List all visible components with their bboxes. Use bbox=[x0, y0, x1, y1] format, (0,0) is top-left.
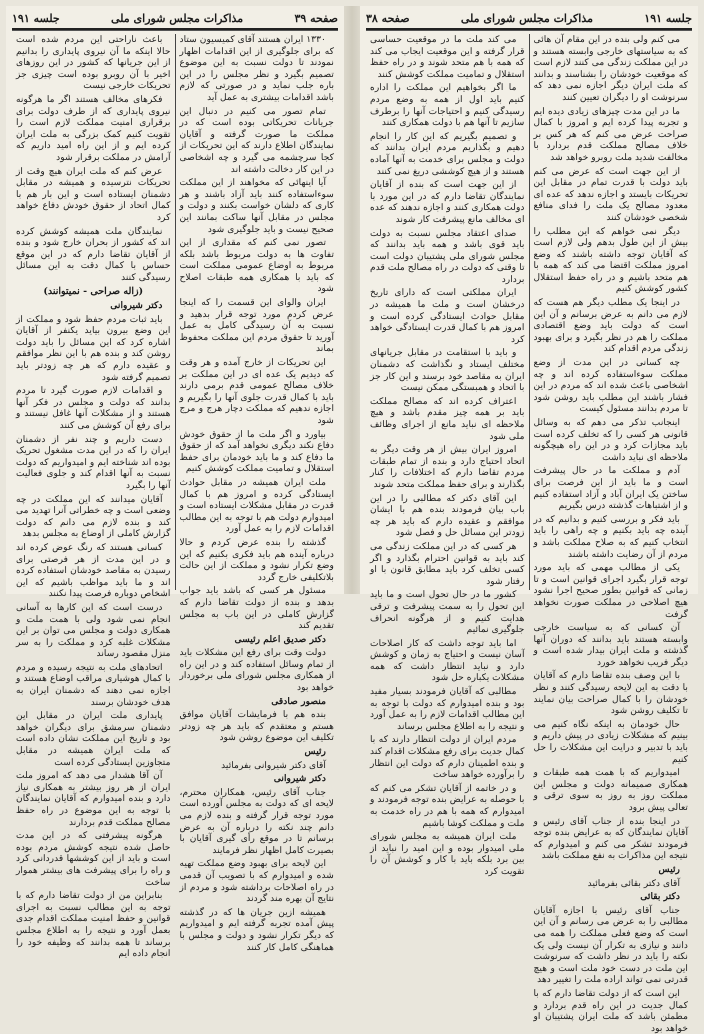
paragraph: آن کسانی که به سیاست خارجی وابسته هستند باید بدانند که دوران آنها گذشته و ملت ایران بیدار شده است و دیگر فریب نخواهد خورد bbox=[533, 622, 688, 668]
right-page-title: مذاکرات مجلس شورای ملی bbox=[460, 11, 594, 25]
paragraph: از این جهت است که بنده از آقایان نمایندگان تقاضا دارم که در این مورد با دولت همکاری کنند و اجازه ندهند که عده ای مخالف مانع پیشرفت کار شوند bbox=[370, 179, 525, 225]
paragraph: صدای اعتقاد مجلس نسبت به دولت باید قوی باشد و همه باید بدانند که مجلس شورای ملی پشتیبان دولت است تا وقتی که دولت در راه مصالح ملت قدم بردارد bbox=[370, 227, 525, 285]
paragraph: ایران والوای این قسمت را که اینجا عرض کردم مورد توجه قرار بدهید و نسبت به آن رسیدگی کامل به عمل آورید تا حقوق مردم این مملکت محفوظ بماند bbox=[179, 297, 334, 355]
paragraph: باعث ناراحتی این مردم شده است حالا اینکه ما آن نیروی پایداری را بدانیم از این جریانها که کشور در این روزهای اخیر با آن روبرو بوده است چیزی جز تحریکات خارجی نیست bbox=[16, 34, 171, 92]
paragraph: این آقای دکتر که مطالبی را در این باب بیان فرمودند بنده هم با ایشان موافقم و عقیده دارم که باید هر چه زودتر این مسائل حل و فصل شود bbox=[370, 492, 525, 539]
paragraph: پایداری ملت ایران در مقابل این دشمنان سرمشق برای دیگران خواهد بود و تاریخ این مملکت نشان داده است که ملت ایران همیشه در مقابل متجاوزین ایستادگی کرده است bbox=[16, 710, 171, 768]
column-divider bbox=[175, 34, 176, 590]
paragraph: ملت ایران همیشه در مقابل حوادث ایستادگی کرده و امروز هم با کمال قدرت در مقابل مشکلات ایستاده است و امیدوارم دولت هم با توجه به این مطالب اقدامات لازم را به عمل آورد bbox=[179, 476, 334, 535]
paragraph: عرض کنم که ملت ایران هیچ وقت از تحریکات نترسیده و همیشه در مقابل دشمنان ایستاده است و این بار هم با کمال اتحاد از حقوق خودش دفاع خواهد کرد bbox=[16, 165, 171, 223]
left-page bbox=[6, 6, 344, 960]
paragraph: بنابراین من از دولت تقاضا دارم که با توجه به این مطالب نسبت به اجرای قوانین و حفظ امنیت مملکت اقدام جدی بعمل آورد و نتیجه را به اطلاع مجلس برساند تا همه بدانند که وظیفه خود را انجام داده ایم bbox=[16, 890, 171, 960]
paragraph: دولت وقت برای رفع این مشکلات باید از تمام وسائل استفاده کند و در این راه از همکاری مجلس شورای ملی برخوردار خواهد بود bbox=[179, 647, 334, 694]
column-divider bbox=[529, 34, 530, 590]
paragraph: با این وصف بنده تقاضا دارم که آقایان با دقت به این لایحه رسیدگی کنند و نظر خودشان را با کمال صراحت بیان نمایند تا تکلیف روشن شود bbox=[533, 670, 688, 717]
header-rule bbox=[12, 30, 338, 31]
paragraph: و باید با استقامت در مقابل جریانهای مختلف ایستاد و نگذاشت که دشمنان ایران به مقاصد خود برسند و این کار جز با اتحاد و همبستگی ممکن نیست bbox=[370, 347, 525, 394]
speaker-name: دکتر شیروانی bbox=[110, 300, 163, 312]
right-page bbox=[360, 6, 698, 1034]
paragraph: جناب آقای رئیس با اجازه آقایان مطالبی را به عرض می رسانم و آن این است که وضع فعلی مملکت را همه می دانند و نیازی به تکرار آن نیست ولی یک نکته را باید در نظر داشت که سرنوشت این ملت در دست خود ملت است و هیچ قدرتی نمی تواند اراده ملت را تغییر دهد bbox=[533, 904, 688, 986]
speaker-name: دکتر صدیق اعلم رئیسی bbox=[234, 633, 326, 645]
paragraph: مردم ایران از دولت انتظار دارند که با کمال جدیت برای رفع مشکلات اقدام کند و بنده اطمینان دارم که دولت این انتظار را برآورده خواهد ساخت bbox=[370, 734, 525, 781]
paragraph: این لایحه برای بهبود وضع مملکت تهیه شده و امیدوارم که با تصویب آن قدمی در راه اصلاحات برداشته شود و مردم از نتایج آن بهره مند گردند bbox=[179, 858, 334, 905]
paragraph: در اینجا بنده از جناب آقای رئیس و آقایان نمایندگان که به عرایض بنده توجه فرمودند تشکر می کنم و امیدوارم که نتیجه این مذاکرات به نفع مملکت باشد bbox=[533, 815, 688, 862]
newspaper-spread bbox=[6, 6, 698, 1034]
paragraph: چه کسانی در این مدت از وضع مملکت سوءاستفاده کرده اند و چه اشخاصی باعث شده اند که مردم در این فشار باشند این مطلب باید روشن شود تا مردم بدانند مسئول کیست bbox=[533, 357, 688, 415]
paragraph: باید ثبات مردم حفظ شود و مملکت از این وضع بیرون بیاید یکنفر از آقایان اشاره کرد که این مسائل را باید دولت روشن کند و بنده هم با این نظر موافقم و عقیده دارم که هر چه زودتر باید تصمیم گرفته شود bbox=[16, 313, 171, 383]
right-page-session: جلسه ۱۹۱ bbox=[644, 11, 692, 25]
paragraph: این تحریکات از خارج آمده و هر وقت که دیدیم یک عده ای در این مملکت بر خلاف مصالح عمومی قدم برمی دارند باید با کمال قدرت جلوی آنها را بگیریم و اجازه ندهیم که مملکت دچار هرج و مرج شود bbox=[179, 357, 334, 426]
paragraph: فکرهای مخالف هستند اگر ما هرگونه نیروی پایداری که از طرف دولت برای برقراری امنیت مملکت لازم است را تقویت کنیم کمک بزرگی به ملت ایران کرده ایم و از این راه امید داریم که آرامش در مملکت برقرار شود bbox=[16, 93, 171, 163]
left-page-header bbox=[12, 8, 338, 30]
paragraph: بنده هم با فرمایشات آقایان موافق هستم و معتقدم که باید هر چه زودتر تکلیف این موضوع روشن شود bbox=[179, 709, 334, 744]
paragraph: مطالبی که آقایان فرمودند بسیار مفید بود و بنده امیدوارم که دولت با توجه به این مطالب اقدامات لازم را به عمل آورد و نتیجه را به اطلاع مجلس برساند bbox=[370, 686, 525, 732]
left-page-columns bbox=[12, 34, 338, 960]
paragraph: مسئول هر کسی که باشد باید جواب بدهد و بنده از دولت تقاضا دارم که گزارش کاملی در این باب به مجلس تقدیم کند bbox=[179, 585, 334, 632]
paragraph: اما باید توجه داشت که کار اصلاحات آسان نیست و احتیاج به زمان و کوشش دارد و نباید انتظار داشت که همه مشکلات یکباره حل شود bbox=[370, 637, 525, 684]
right-page-column-right bbox=[530, 34, 693, 1034]
speaker-name: رئیس bbox=[304, 746, 326, 758]
paragraph: و تصمیم بگیریم که این کار را انجام دهیم و بگذاریم مردم ایران بدانند که دولت و مجلس برای خدمت به آنها آماده هستند و از هیچ کوششی دریغ نمی کنند bbox=[370, 130, 525, 177]
paragraph: آقای دکتر شیروانی بفرمائید bbox=[221, 759, 326, 771]
paragraph: می کند ملت ما در موقعیت حساسی قرار گرفته و این موقعیت ایجاب می کند که همه با هم متحد شوند و در راه حفظ استقلال و تمامیت مملکت کوشش کنند bbox=[370, 34, 525, 80]
paragraph: هر کسی که در این مملکت زندگی می کند باید به قوانین احترام بگذارد و اگر کسی تخلف کرد باید مطابق قانون با او رفتار شود bbox=[370, 540, 525, 587]
paragraph: می کنم ولی بنده در این مقام آن هائی که به سیاستهای خارجی وابسته هستند و در این مملکت زندگی می کنند لازم است که موقعیت خودشان را بشناسند و بدانند که ملت ایران دیگر اجازه نمی دهد که سرنوشت او را دیگران تعیین کنند bbox=[533, 34, 688, 103]
right-page-header bbox=[366, 8, 692, 30]
left-page-session: جلسه ۱۹۱ bbox=[12, 11, 60, 25]
right-page-columns bbox=[366, 34, 692, 1034]
paragraph: همیشه ازین جریان ها که در گذشته پیش آمده تجربه گرفته ایم و امیدواریم که دیگر تکرار نشود و دولت و مجلس با هماهنگی کامل کار کنند bbox=[179, 906, 334, 953]
paragraph: اینجانب تذکر می دهم که به وسائل قانونی هر کسی را که تخلف کرده است باید مجازات کرد و در این راه هیچگونه ملاحظه ای نباید داشت bbox=[533, 417, 688, 463]
paragraph: از این جهت است که عرض می کنم باید دولت با قدرت تمام در مقابل این تحریکات بایستد و اجازه ندهد که عده ای معدود مصالح یک ملت را فدای منافع شخصی خودشان کنند bbox=[533, 165, 688, 223]
paragraph: اتحادهای ملت به نتیجه رسیده و مردم با کمال هوشیاری مراقب اوضاع هستند و اجازه نمی دهند که دشمنان ایران به هدف خودشان برسند bbox=[16, 661, 171, 708]
speaker-name: رئیس bbox=[658, 863, 680, 875]
paragraph: این است که از دولت تقاضا دارم که با کمال جدیت در این راه قدم بردارد و مطمئن باشد که ملت ایران پشتیبان او خواهد بود bbox=[533, 987, 688, 1034]
paragraph: ایران مملکتی است که دارای تاریخ درخشان است و ملت ما همیشه در مقابل حوادث ایستادگی کرده است و امروز هم با کمال قدرت ایستادگی خواهد کرد bbox=[370, 287, 525, 345]
paragraph: باید فکر و بررسی کنیم و بدانیم که در آینده چه باید بکنیم و چه راهی را باید انتخاب کنیم که به صلاح مملکت باشد و مردم از آن رضایت داشته باشند bbox=[533, 513, 688, 560]
header-rule bbox=[366, 30, 692, 31]
page-gutter bbox=[344, 6, 360, 594]
paragraph: حال خودمان به اینکه نگاه کنیم می بینیم که مشکلات زیادی در پیش داریم و باید با تدبیر و درایت این مشکلات را حل کنیم bbox=[533, 718, 688, 765]
paragraph: نمایندگان ملت همیشه کوشش کرده اند که کشور از بحران خارج شود و بنده از آقایان تقاضا دارم که در این موقع حساس با کمال دقت به این مسائل رسیدگی کنند bbox=[16, 225, 171, 283]
left-page-title: مذاکرات مجلس شورای ملی bbox=[111, 11, 244, 25]
right-page-number: صفحه ۳۸ bbox=[366, 11, 410, 25]
paragraph: تمام تصور می کنیم در دنبال این جریانات تحریکاتی بوده است که در مملکت ما صورت گرفته و آقایان نمایندگان اطلاع دارند که این تحریکات از کجا سرچشمه می گیرد و چه اشخاصی در این کار دخالت داشته اند bbox=[179, 105, 334, 175]
paragraph: امروز ایران بیش از هر وقت دیگر به اتحاد احتیاج دارد و بنده از تمام طبقات مردم تقاضا دارم که اختلافات را کنار بگذارند و برای حفظ مملکت متحد شوند bbox=[370, 444, 525, 490]
paragraph: تصور نمی کنم که مقداری از این تفاوت ها به دولت مربوط باشد بلکه مربوط به اوضاع عمومی مملکت است که باید با همکاری همه طبقات اصلاح شود bbox=[179, 237, 334, 295]
paragraph: جناب آقای رئیس، همکاران محترم، لایحه ای که دولت به مجلس آورده است مورد توجه قرار گرفته و بنده لازم می دانم چند نکته را درباره آن به عرض برسانم تا در موقع رأی گیری آقایان با بصیرت کامل اظهار نظر فرمایند bbox=[179, 786, 334, 856]
paragraph: آیا اینهائی که مخواهند از این مملکت سوءاستفاده کنند باید آزاد باشند و هر کاری که دلشان خواست بکنند و دولت و مجلس در مقابل آنها ساکت بمانند این صحیح نیست و باید جلوگیری شود bbox=[179, 177, 334, 235]
section-heading: (زاله صراحی - نمیتوانند) bbox=[43, 286, 144, 298]
speaker-name: دکتر بقائی bbox=[640, 891, 680, 903]
paragraph: ما در این مدت چیزهای زیادی دیده ایم و تجربه پیدا کرده ایم و امروز با کمال صراحت عرض می کنم که هر کس بر خلاف مصالح مملکت قدم بردارد با مخالفت شدید ملت روبرو خواهد شد bbox=[533, 105, 688, 163]
paragraph: کسانی هستند که رنگ عوض کرده اند و در این مدت از هر فرصتی برای رسیدن به مقاصد خودشان استفاده کرده اند و ما باید مواظب باشیم که این اشخاص دوباره فرصت پیدا نکنند bbox=[16, 541, 171, 600]
left-page-number: صفحه ۳۹ bbox=[294, 11, 338, 25]
paragraph: ما اگر بخواهیم این مملکت را اداره کنیم باید اول از همه به وضع مردم رسیدگی کنیم و احتیاجات آنها را برطرف سازیم تا آنها هم با دولت همکاری کنند bbox=[370, 82, 525, 129]
left-page-column-left bbox=[12, 34, 175, 960]
paragraph: امیدواریم که با همت همه طبقات و همکاری صمیمانه دولت و مجلس این مملکت روز به روز به سوی ترقی و تعالی پیش برود bbox=[533, 767, 688, 813]
paragraph: یکی از مطالب مهمی که باید مورد توجه قرار بگیرد اجرای قوانین است و تا زمانی که قوانین بطور صحیح اجرا نشود هیچ اصلاحی در مملکت صورت نخواهد گرفت bbox=[533, 562, 688, 620]
speaker-name: دکتر شیروانی bbox=[273, 773, 326, 785]
paragraph: بیاورد و اگر ملت ما از حقوق خودش دفاع نکند دیگری نخواهد آمد که از حقوق ما دفاع کند و ما باید خودمان برای حفظ استقلال و تمامیت مملکت کوشش کنیم bbox=[179, 428, 334, 475]
speaker-name: منصور صادقی bbox=[271, 695, 326, 707]
paragraph: آن آقا هشدار می دهد که امروز ملت ایران از هر روز بیشتر به همکاری نیاز دارد و بنده امیدوارم که آقایان نمایندگان با توجه به این موضوع در راه حفظ مصالح مملکت قدم بردارند bbox=[16, 770, 171, 828]
paragraph: و اقدامات لازم صورت گیرد تا مردم بدانند که دولت و مجلس در فکر آنها هستند و از مشکلات آنها غافل نیستند و برای رفع آن کوشش می کنند bbox=[16, 385, 171, 431]
paragraph: و در خاتمه از آقایان تشکر می کنم که با حوصله به عرایض بنده توجه فرمودند و امیدوارم که همه با هم در راه خدمت به ملت و مملکت کوشا باشیم bbox=[370, 782, 525, 829]
paragraph: گذشته را بنده عرض کردم و حالا درباره آینده هم باید فکری بکنیم که این وضع تکرار نشود و مملکت از این حالت بلاتکلیفی خارج گردد bbox=[179, 536, 334, 583]
right-page-column-left bbox=[366, 34, 529, 877]
paragraph: آقایان میدانند که این مملکت در چه وضعی است و چه خطراتی آنرا تهدید می کند و بنده لازم می دانم که دولت گزارش کاملی از اوضاع به مجلس بدهد bbox=[16, 493, 171, 540]
paragraph: دست داریم و چند نفر از دشمنان ایران را که در این مدت مشغول تحریک بوده اند شناخته ایم و امیدواریم که دولت نسبت به آنها اقدام کند و جلوی فعالیت آنها را بگیرد bbox=[16, 433, 171, 491]
left-page-column-right bbox=[176, 34, 339, 953]
paragraph: در اینجا یک مطلب دیگر هم هست که لازم می دانم به عرض برسانم و آن این است که دولت باید وضع اقتصادی مملکت را هم در نظر بگیرد و برای بهبود زندگی مردم اقدام کند bbox=[533, 297, 688, 355]
paragraph: آدم و مملکت ما در حال پیشرفت است و ما باید از این فرصت برای ساختن یک ایران آباد و آزاد استفاده کنیم و از اشتباهات گذشته درس بگیریم bbox=[533, 465, 688, 512]
paragraph: درست است که این کارها به آسانی انجام نمی شود ولی با همت ملت و همکاری دولت و مجلس می توان بر این مشکلات غلبه کرد و مملکت را به سر منزل مقصود رساند bbox=[16, 601, 171, 660]
paragraph: دیگر نمی خواهم که این مطلب را بیش از این طول بدهم ولی لازم است که آقایان توجه داشته باشند که وضع امروز مملکت اقتضا می کند که همه با هم متحد باشیم و در راه حفظ استقلال کشور کوشش کنیم bbox=[533, 225, 688, 295]
paragraph: ملت ایران همیشه به مجلس شورای ملی امیدوار بوده و این امید را نباید از بین برد بلکه باید با کار و کوشش آن را تقویت کرد bbox=[370, 831, 525, 877]
paragraph: کشور ما در حال تحول است و ما باید این تحول را به سمت پیشرفت و ترقی هدایت کنیم و از هرگونه انحراف جلوگیری نمائیم bbox=[370, 589, 525, 636]
paragraph: آقای دکتر بقائی بفرمائید bbox=[587, 877, 680, 889]
paragraph: اعتراف کرده اند که مصالح مملکت باید بر همه چیز مقدم باشد و هیچ ملاحظه ای نباید مانع از اجرای وظائف ملی شود bbox=[370, 395, 525, 442]
paragraph: هرگونه پیشرفتی که در این مدت حاصل شده نتیجه کوشش مردم بوده است و باید از این کوششها قدردانی کرد و راه را برای پیشرفت های بیشتر هموار ساخت bbox=[16, 830, 171, 888]
paragraph: ۱۳۳۰ ایران هستند آقای کمیسیون ستاد که برای جلوگیری از این اقدامات اظهار نمودند تا دولت نسبت به این موضوع تصمیم بگیرد و نظر مجلس را در این باره جلب نماید و در صورتی که لازم باشد اقدامات بیشتری به عمل آید bbox=[179, 34, 334, 103]
